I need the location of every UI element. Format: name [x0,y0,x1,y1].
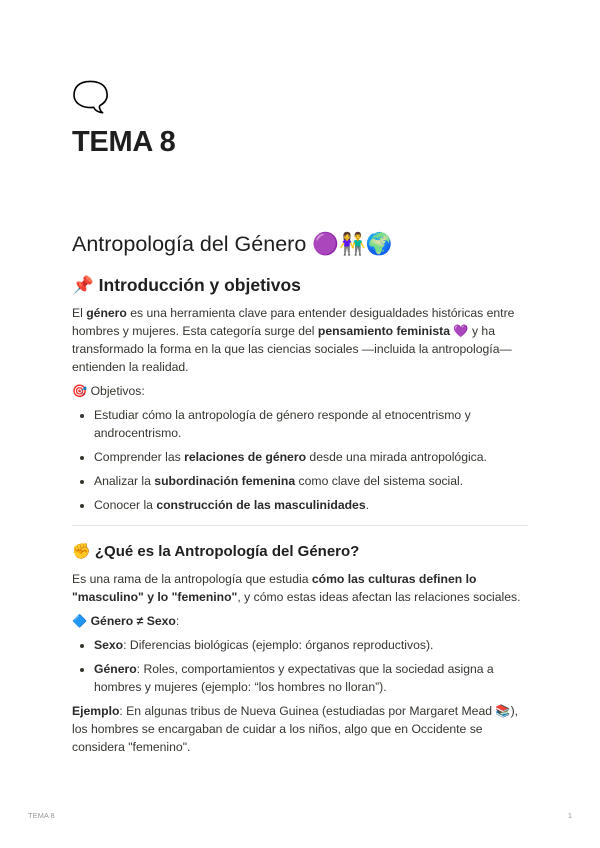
section-introduccion [72,273,528,520]
list-item: • Analizar la subordinación femenina como clave del sistema social. [94,472,528,490]
section-heading-text: ¿Qué es la Antropología del Género? [94,543,360,560]
list-item: • Sexo: Diferencias biológicas (ejemplo: órganos reproductivos). [94,636,528,654]
raised-fist-icon: ✊ [72,542,91,560]
books-icon: 📚 [495,704,511,718]
section-heading-que-es [72,539,528,564]
genero-sexo-list [72,636,528,696]
genero-sexo-label: 🔷 Género ≠ Sexo: [72,614,180,628]
section-heading-text: Introducción y objetivos [98,275,301,295]
speech-bubble-icon: 🗨️ [72,80,110,115]
list-item: • Género: Roles, comportamientos y expectativas que la sociedad asigna a hombres y mujeres (ejemplo: “los hombres no lloran”). [94,660,528,696]
heading-emojis-icon: 🟣👫🌍 [312,232,393,257]
intro-paragraph: El género es una herramienta clave para entender desigualdades históricas entre hombres y mujeres. Esta categoría surge del pensamiento feminista 💜 y ha transformado la forma en la que las ciencias sociales —incluida la antropología— entienden la realidad. [72,306,515,374]
section-que-es [72,539,528,756]
section-heading-introduccion [72,273,528,298]
objetivos-list [72,406,528,514]
main-heading [72,230,393,259]
purple-heart-icon: 💜 [453,324,469,338]
pushpin-icon: 📌 [72,276,94,296]
definition-paragraph: Es una rama de la antropología que estudia cómo las culturas definen lo "masculino" y lo "femenino", y cómo estas ideas afectan las relaciones sociales. [72,572,521,604]
objetivos-label: 🎯 Objetivos: [72,384,145,398]
list-item: • Estudiar cómo la antropología de género responde al etnocentrismo y androcentrismo. [94,406,528,442]
divider [72,525,528,526]
example-paragraph: Ejemplo: En algunas tribus de Nueva Guinea (estudiadas por Margaret Mead 📚), los hombres se encargaban de cuidar a los niños, algo que en Occidente se considera "femenino". [72,704,519,754]
main-heading-text: Antropología del Género [72,232,307,256]
blue-diamond-icon: 🔷 [72,614,88,628]
page-content [72,80,528,754]
page-title: TEMA 8 [72,126,176,158]
footer-title: TEMA 8 [28,811,55,820]
list-item: • Comprender las relaciones de género desde una mirada antropológica. [94,448,528,466]
list-item: • Conocer la construcción de las masculinidades. [94,496,528,514]
target-icon: 🎯 [72,384,88,398]
page-number: 1 [567,811,572,820]
